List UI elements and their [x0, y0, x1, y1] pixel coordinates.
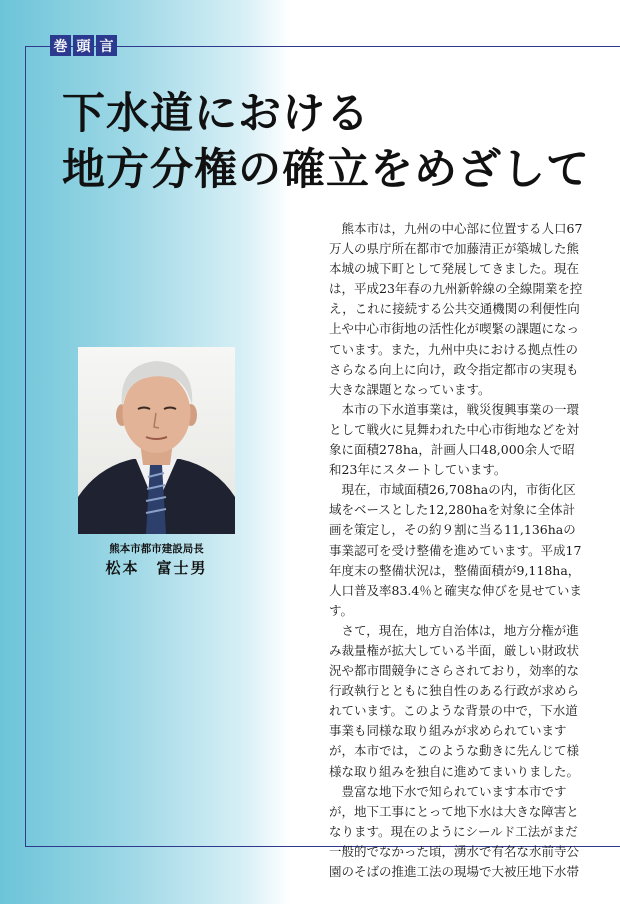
- article-body: [329, 219, 585, 882]
- body-paragraph: 現在，市域面積26,708haの内，市街化区域をベースとした12,280haを対象に全体計画を策定し，その約９割に当る11,136haの事業認可を受け整備を進めています。平成17年度末の整備状況は，整備面積が9,118ha，人口普及率83.4％と確実な伸びを見せています。: [329, 482, 582, 618]
- frame-left-rule: [25, 46, 26, 846]
- author-role: 熊本市都市建設局長: [109, 543, 204, 555]
- section-tag-char: 頭: [73, 35, 94, 56]
- body-paragraph: さて，現在，地方自治体は，地方分権が進み裁量権が拡大している半面，厳しい財政状況や都市間競争にさらされており，効率的な行政執行とともに独自性のある行政が求められています。このような背景の中で，下水道事業も同様な取り組みが求められていますが，本市では，このような動きに先んじて様様な取り組みを独自に進めてまいりました。: [329, 622, 580, 779]
- title-line-1: 下水道における: [62, 89, 370, 139]
- article-title: [62, 86, 590, 198]
- author-portrait: [78, 347, 235, 534]
- author-caption: [78, 541, 235, 579]
- section-tag-char: 言: [96, 35, 117, 56]
- body-paragraph: 本市の下水道事業は，戦災復興事業の一環として戦火に見舞われた中心市街地などを対象に面積278ha，計画人口48,000余人で昭和23年にスタートしています。: [329, 401, 580, 478]
- section-tag: [50, 35, 117, 56]
- author-name: 松本 富士男: [105, 559, 208, 577]
- title-line-2: 地方分権の確立をめざして: [62, 145, 590, 195]
- body-paragraph: 豊富な地下水で知られています本市ですが，地下工事にとって地下水は大きな障害となります。現在のようにシールド工法がまだ一般的でなかった頃，湧水で有名な水前寺公園のそばの推進工法の現場で大被圧地下水帯: [329, 783, 580, 879]
- body-paragraph: 熊本市は，九州の中心部に位置する人口67万人の県庁所在都市で加藤清正が築城した熊本城の城下町として発展してきました。現在は，平成23年春の九州新幹線の全線開業を控え，これに接続する公共交通機関の利便性向上や中心市街地の活性化が喫緊の課題になっています。また，九州中央における拠点性のさらなる向上に向け，政令指定都市の実現も大きな課題となっています。: [329, 221, 583, 397]
- portrait-illustration: [78, 347, 235, 534]
- section-tag-char: 巻: [50, 35, 71, 56]
